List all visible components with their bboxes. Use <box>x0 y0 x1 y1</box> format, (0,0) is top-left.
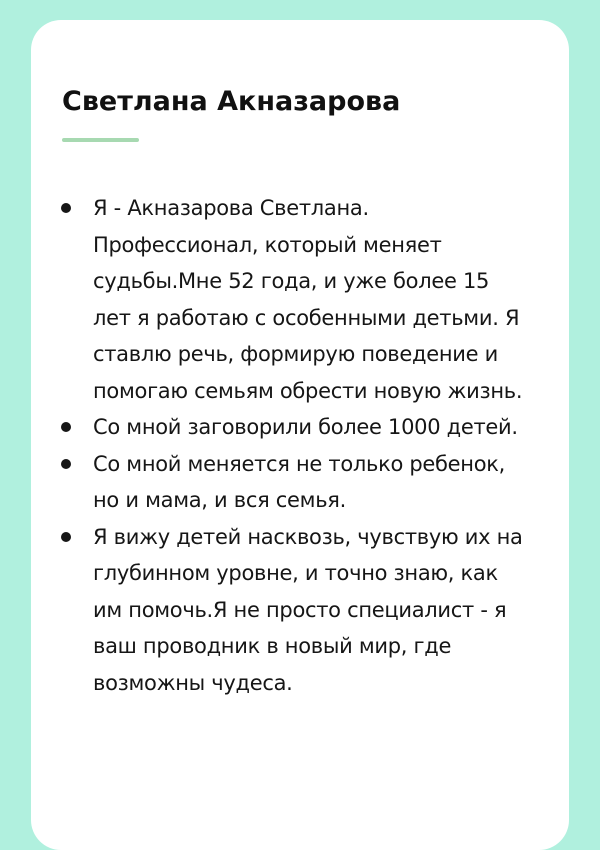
bullet-dot-icon <box>61 203 71 213</box>
bullet-dot-icon <box>61 459 71 469</box>
bullet-item <box>61 519 531 702</box>
bullet-dot-icon <box>61 422 71 432</box>
bullet-text: Я - Акназарова Светлана. Профессионал, который меняет судьбы.Мне 52 года, и уже более 15 лет я работаю с особенными детьми. Я ставлю речь, формирую поведение и помогаю семьям обрести новую жизнь. <box>93 196 523 403</box>
bullet-item <box>61 190 531 409</box>
title-underline <box>62 138 139 142</box>
bullet-list <box>61 190 531 701</box>
bullet-item <box>61 409 531 446</box>
bullet-dot-icon <box>61 532 71 542</box>
bullet-item <box>61 446 531 519</box>
profile-name: Светлана Акназарова <box>62 86 401 117</box>
profile-card <box>31 20 569 850</box>
bullet-text: Я вижу детей насквозь, чувствую их на глубинном уровне, и точно знаю, как им помочь.Я не просто специалист - я ваш проводник в новый мир, где возможны чудеса. <box>93 524 523 695</box>
bullet-text: Со мной заговорили более 1000 детей. <box>93 415 518 439</box>
bullet-text: Со мной меняется не только ребенок, но и мама, и вся семья. <box>93 451 506 512</box>
